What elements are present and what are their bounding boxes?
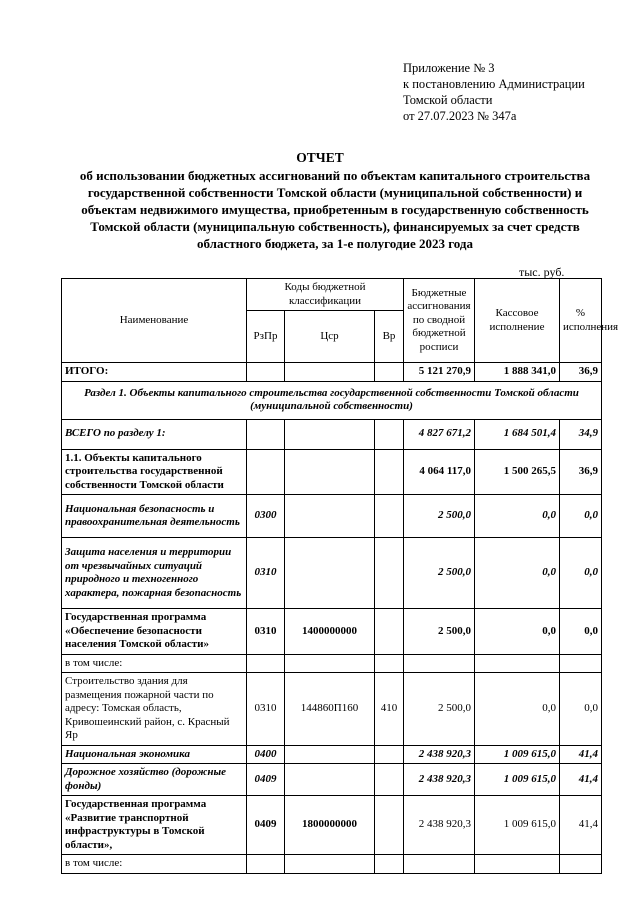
row-rzpr: 0409 [247,796,285,855]
row-cash [475,654,560,673]
row-pct: 0,0 [560,495,602,538]
row-rzpr: 0409 [247,764,285,796]
row-assign [404,654,475,673]
row-cash: 0,0 [475,495,560,538]
row-cash: 1 684 501,4 [475,419,560,449]
row-vr [375,538,404,609]
row-rzpr: 0400 [247,745,285,764]
table-row [62,609,602,655]
appendix-line: к постановлению Администрации [403,77,585,91]
report-title: ОТЧЕТ [296,150,344,165]
row-name: Национальная экономика [62,745,247,764]
row-csr: 1400000000 [285,609,375,655]
units-label: тыс. руб. [519,265,565,279]
row-vr [375,419,404,449]
row-rzpr: 0310 [247,538,285,609]
header-csr: Цср [285,311,375,363]
row-rzpr [247,449,285,495]
table-row [62,449,602,495]
row-vr [375,495,404,538]
row-vr [375,745,404,764]
row-pct: 41,4 [560,764,602,796]
row-vr [375,654,404,673]
section-heading: Раздел 1. Объекты капитального строительства государственной собственности Томской области (муниципальной собственности) [62,381,602,419]
row-name: Государственная программа «Развитие транспортной инфраструктуры в Томской области», [62,796,247,855]
row-pct: 41,4 [560,745,602,764]
row-rzpr: 0310 [247,609,285,655]
row-name: в том числе: [62,855,247,874]
table-row [62,764,602,796]
row-csr [285,449,375,495]
row-csr [285,654,375,673]
row-name: Дорожное хозяйство (дорожные фонды) [62,764,247,796]
row-rzpr: 0300 [247,495,285,538]
row-assign: 2 438 920,3 [404,764,475,796]
table-row [62,538,602,609]
row-pct: 36,9 [560,449,602,495]
row-assign [404,855,475,874]
row-pct: 0,0 [560,673,602,746]
row-rzpr: 0310 [247,673,285,746]
row-name: Защита населения и территории от чрезвычайных ситуаций природного и техногенного характера, пожарная безопасность [62,538,247,609]
total-cash: 1 888 341,0 [475,363,560,382]
total-name: ИТОГО: [62,363,247,382]
appendix-block [403,60,585,124]
header-assign: Бюджетные ассигнования по сводной бюджетной росписи [404,279,475,363]
row-name: ВСЕГО по разделу 1: [62,419,247,449]
row-name: Государственная программа «Обеспечение безопасности населения Томской области» [62,609,247,655]
header-name: Наименование [62,279,247,363]
row-rzpr [247,419,285,449]
row-assign: 4 064 117,0 [404,449,475,495]
row-name: Национальная безопасность и правоохранительная деятельность [62,495,247,538]
row-csr [285,419,375,449]
row-pct: 0,0 [560,538,602,609]
header-vr: Вр [375,311,404,363]
row-pct [560,654,602,673]
appendix-line: Приложение № 3 [403,61,495,75]
report-table [61,278,619,874]
header-codes: Коды бюджетной классификации [247,279,404,311]
appendix-line: Томской области [403,93,493,107]
table-row [62,745,602,764]
row-csr [285,764,375,796]
row-pct: 41,4 [560,796,602,855]
row-cash: 0,0 [475,673,560,746]
row-assign: 2 438 920,3 [404,745,475,764]
table-row [62,796,602,855]
row-name: в том числе: [62,654,247,673]
header-percent: % исполнения [560,279,602,363]
row-assign: 4 827 671,2 [404,419,475,449]
table-row [62,495,602,538]
row-cash: 0,0 [475,609,560,655]
row-csr: 144860П160 [285,673,375,746]
row-assign: 2 500,0 [404,609,475,655]
row-cash: 1 009 615,0 [475,745,560,764]
row-vr [375,609,404,655]
row-rzpr [247,654,285,673]
row-assign: 2 500,0 [404,538,475,609]
row-pct [560,855,602,874]
row-cash: 1 009 615,0 [475,796,560,855]
total-assign: 5 121 270,9 [404,363,475,382]
row-pct: 0,0 [560,609,602,655]
row-name: Строительство здания для размещения пожарной части по адресу: Томская область, Кривошеинский район, с. Красный Яр [62,673,247,746]
row-vr: 410 [375,673,404,746]
table-row [62,855,602,874]
row-rzpr [247,855,285,874]
row-name: 1.1. Объекты капитального строительства государственной собственности Томской области [62,449,247,495]
appendix-line: от 27.07.2023 № 347а [403,109,517,123]
total-pct: 36,9 [560,363,602,382]
row-csr [285,855,375,874]
row-vr [375,796,404,855]
row-csr: 1800000000 [285,796,375,855]
report-subtitle: об использовании бюджетных ассигнований по объектам капитального строительства государственной собственности Томской области (муниципальной собственности) и объектам недвижимого имущества, приобретенным в государственную собственность Томской области (муниципальную собственность), финансируемых за счет средств областного бюджета, за 1-е полугодие 2023 года [79,168,591,251]
row-assign: 2 500,0 [404,495,475,538]
row-cash: 1 009 615,0 [475,764,560,796]
row-vr [375,449,404,495]
row-vr [375,764,404,796]
row-assign: 2 438 920,3 [404,796,475,855]
row-assign: 2 500,0 [404,673,475,746]
row-csr [285,495,375,538]
row-csr [285,538,375,609]
header-rzpr: РзПр [247,311,285,363]
total-row [62,363,602,382]
row-pct: 34,9 [560,419,602,449]
table-row [62,654,602,673]
table-row [62,673,602,746]
row-cash [475,855,560,874]
row-cash: 0,0 [475,538,560,609]
header-cash: Кассовое исполнение [475,279,560,363]
row-cash: 1 500 265,5 [475,449,560,495]
table-row [62,419,602,449]
row-csr [285,745,375,764]
row-vr [375,855,404,874]
